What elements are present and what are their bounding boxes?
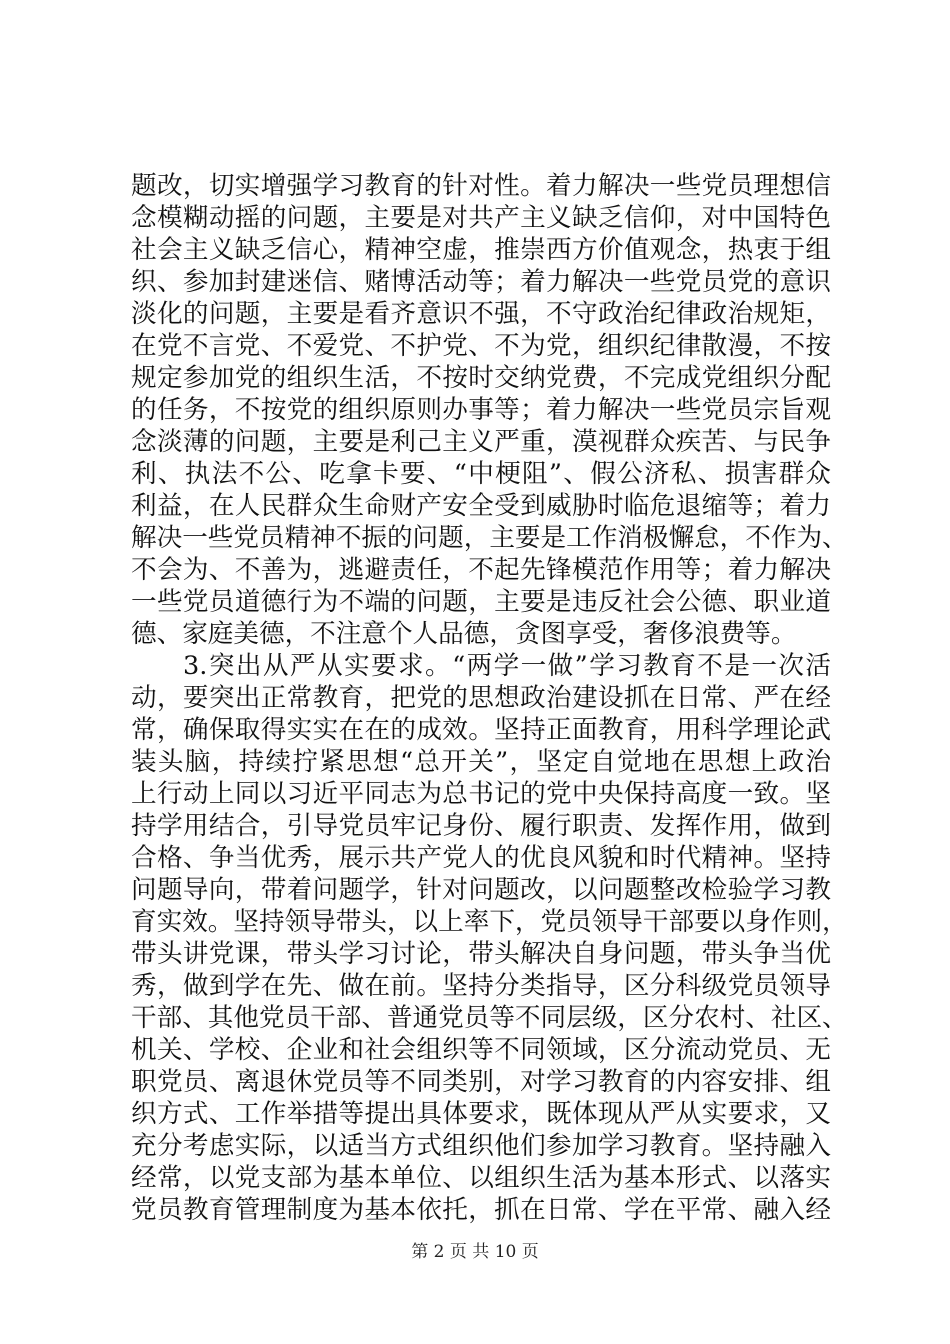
text-line: 合格、争当优秀，展示共产党人的优良风貌和时代精神。坚持 bbox=[131, 843, 831, 873]
text-line: 题改，切实增强学习教育的针对性。着力解决一些党员理想信 bbox=[131, 171, 831, 201]
text-line: 带头讲党课，带头学习讨论，带头解决自身问题，带头争当优 bbox=[131, 939, 831, 969]
text-line: 持学用结合，引导党员牢记身份、履行职责、发挥作用，做到 bbox=[131, 811, 831, 841]
text-line: 的任务，不按党的组织原则办事等；着力解决一些党员宗旨观 bbox=[131, 395, 831, 425]
text-line: 念淡薄的问题，主要是利己主义严重，漠视群众疾苦、与民争 bbox=[131, 427, 831, 457]
text-line: 上行动上同以习近平同志为总书记的党中央保持高度一致。坚 bbox=[131, 779, 831, 809]
text-line: 秀，做到学在先、做在前。坚持分类指导，区分科级党员领导 bbox=[131, 971, 831, 1001]
body-text bbox=[131, 170, 848, 1226]
text-line: 织方式、工作举措等提出具体要求，既体现从严从实要求，又 bbox=[131, 1099, 831, 1129]
text-line: 问题导向，带着问题学，针对问题改，以问题整改检验学习教 bbox=[131, 875, 831, 905]
text-line: 在党不言党、不爱党、不护党、不为党，组织纪律散漫，不按 bbox=[131, 331, 831, 361]
text-line: 机关、学校、企业和社会组织等不同领域，区分流动党员、无 bbox=[131, 1035, 831, 1065]
text-line: 念模糊动摇的问题，主要是对共产主义缺乏信仰，对中国特色 bbox=[131, 203, 831, 233]
text-line: 利益，在人民群众生命财产安全受到威胁时临危退缩等；着力 bbox=[131, 491, 831, 521]
text-line: 淡化的问题，主要是看齐意识不强，不守政治纪律政治规矩， bbox=[131, 299, 831, 329]
text-line: 解决一些党员精神不振的问题，主要是工作消极懈怠，不作为、 bbox=[131, 523, 848, 553]
text-line: 织、参加封建迷信、赌博活动等；着力解决一些党员党的意识 bbox=[131, 267, 831, 297]
text-line: 党员教育管理制度为基本依托，抓在日常、学在平常、融入经 bbox=[131, 1195, 831, 1225]
text-line: 经常，以党支部为基本单位、以组织生活为基本形式、以落实 bbox=[131, 1163, 831, 1193]
text-line: 利、执法不公、吃拿卡要、“中梗阻”、假公济私、损害群众 bbox=[131, 459, 831, 489]
text-line: 干部、其他党员干部、普通党员等不同层级，区分农村、社区、 bbox=[131, 1003, 848, 1033]
text-line: 职党员、离退休党员等不同类别，对学习教育的内容安排、组 bbox=[131, 1067, 831, 1097]
text-line: 常，确保取得实实在在的成效。坚持正面教育，用科学理论武 bbox=[131, 715, 831, 745]
text-line: 社会主义缺乏信心，精神空虚，推崇西方价值观念，热衷于组 bbox=[131, 235, 831, 265]
text-line: 动，要突出正常教育，把党的思想政治建设抓在日常、严在经 bbox=[131, 683, 831, 713]
text-line: 一些党员道德行为不端的问题，主要是违反社会公德、职业道 bbox=[131, 587, 831, 617]
text-line: 不会为、不善为，逃避责任，不起先锋模范作用等；着力解决 bbox=[131, 555, 831, 585]
text-line: 规定参加党的组织生活，不按时交纳党费，不完成党组织分配 bbox=[131, 363, 831, 393]
text-line: 德、家庭美德，不注意个人品德，贪图享受，奢侈浪费等。 bbox=[131, 619, 797, 649]
text-line: 育实效。坚持领导带头，以上率下，党员领导干部要以身作则， bbox=[131, 907, 848, 937]
text-line: 3.突出从严从实要求。“两学一做”学习教育不是一次活 bbox=[183, 651, 831, 681]
text-line: 装头脑，持续拧紧思想“总开关”，坚定自觉地在思想上政治 bbox=[131, 747, 831, 777]
page-number-footer: 第 2 页 共 10 页 bbox=[411, 1242, 539, 1262]
text-line: 充分考虑实际，以适当方式组织他们参加学习教育。坚持融入 bbox=[131, 1131, 831, 1161]
